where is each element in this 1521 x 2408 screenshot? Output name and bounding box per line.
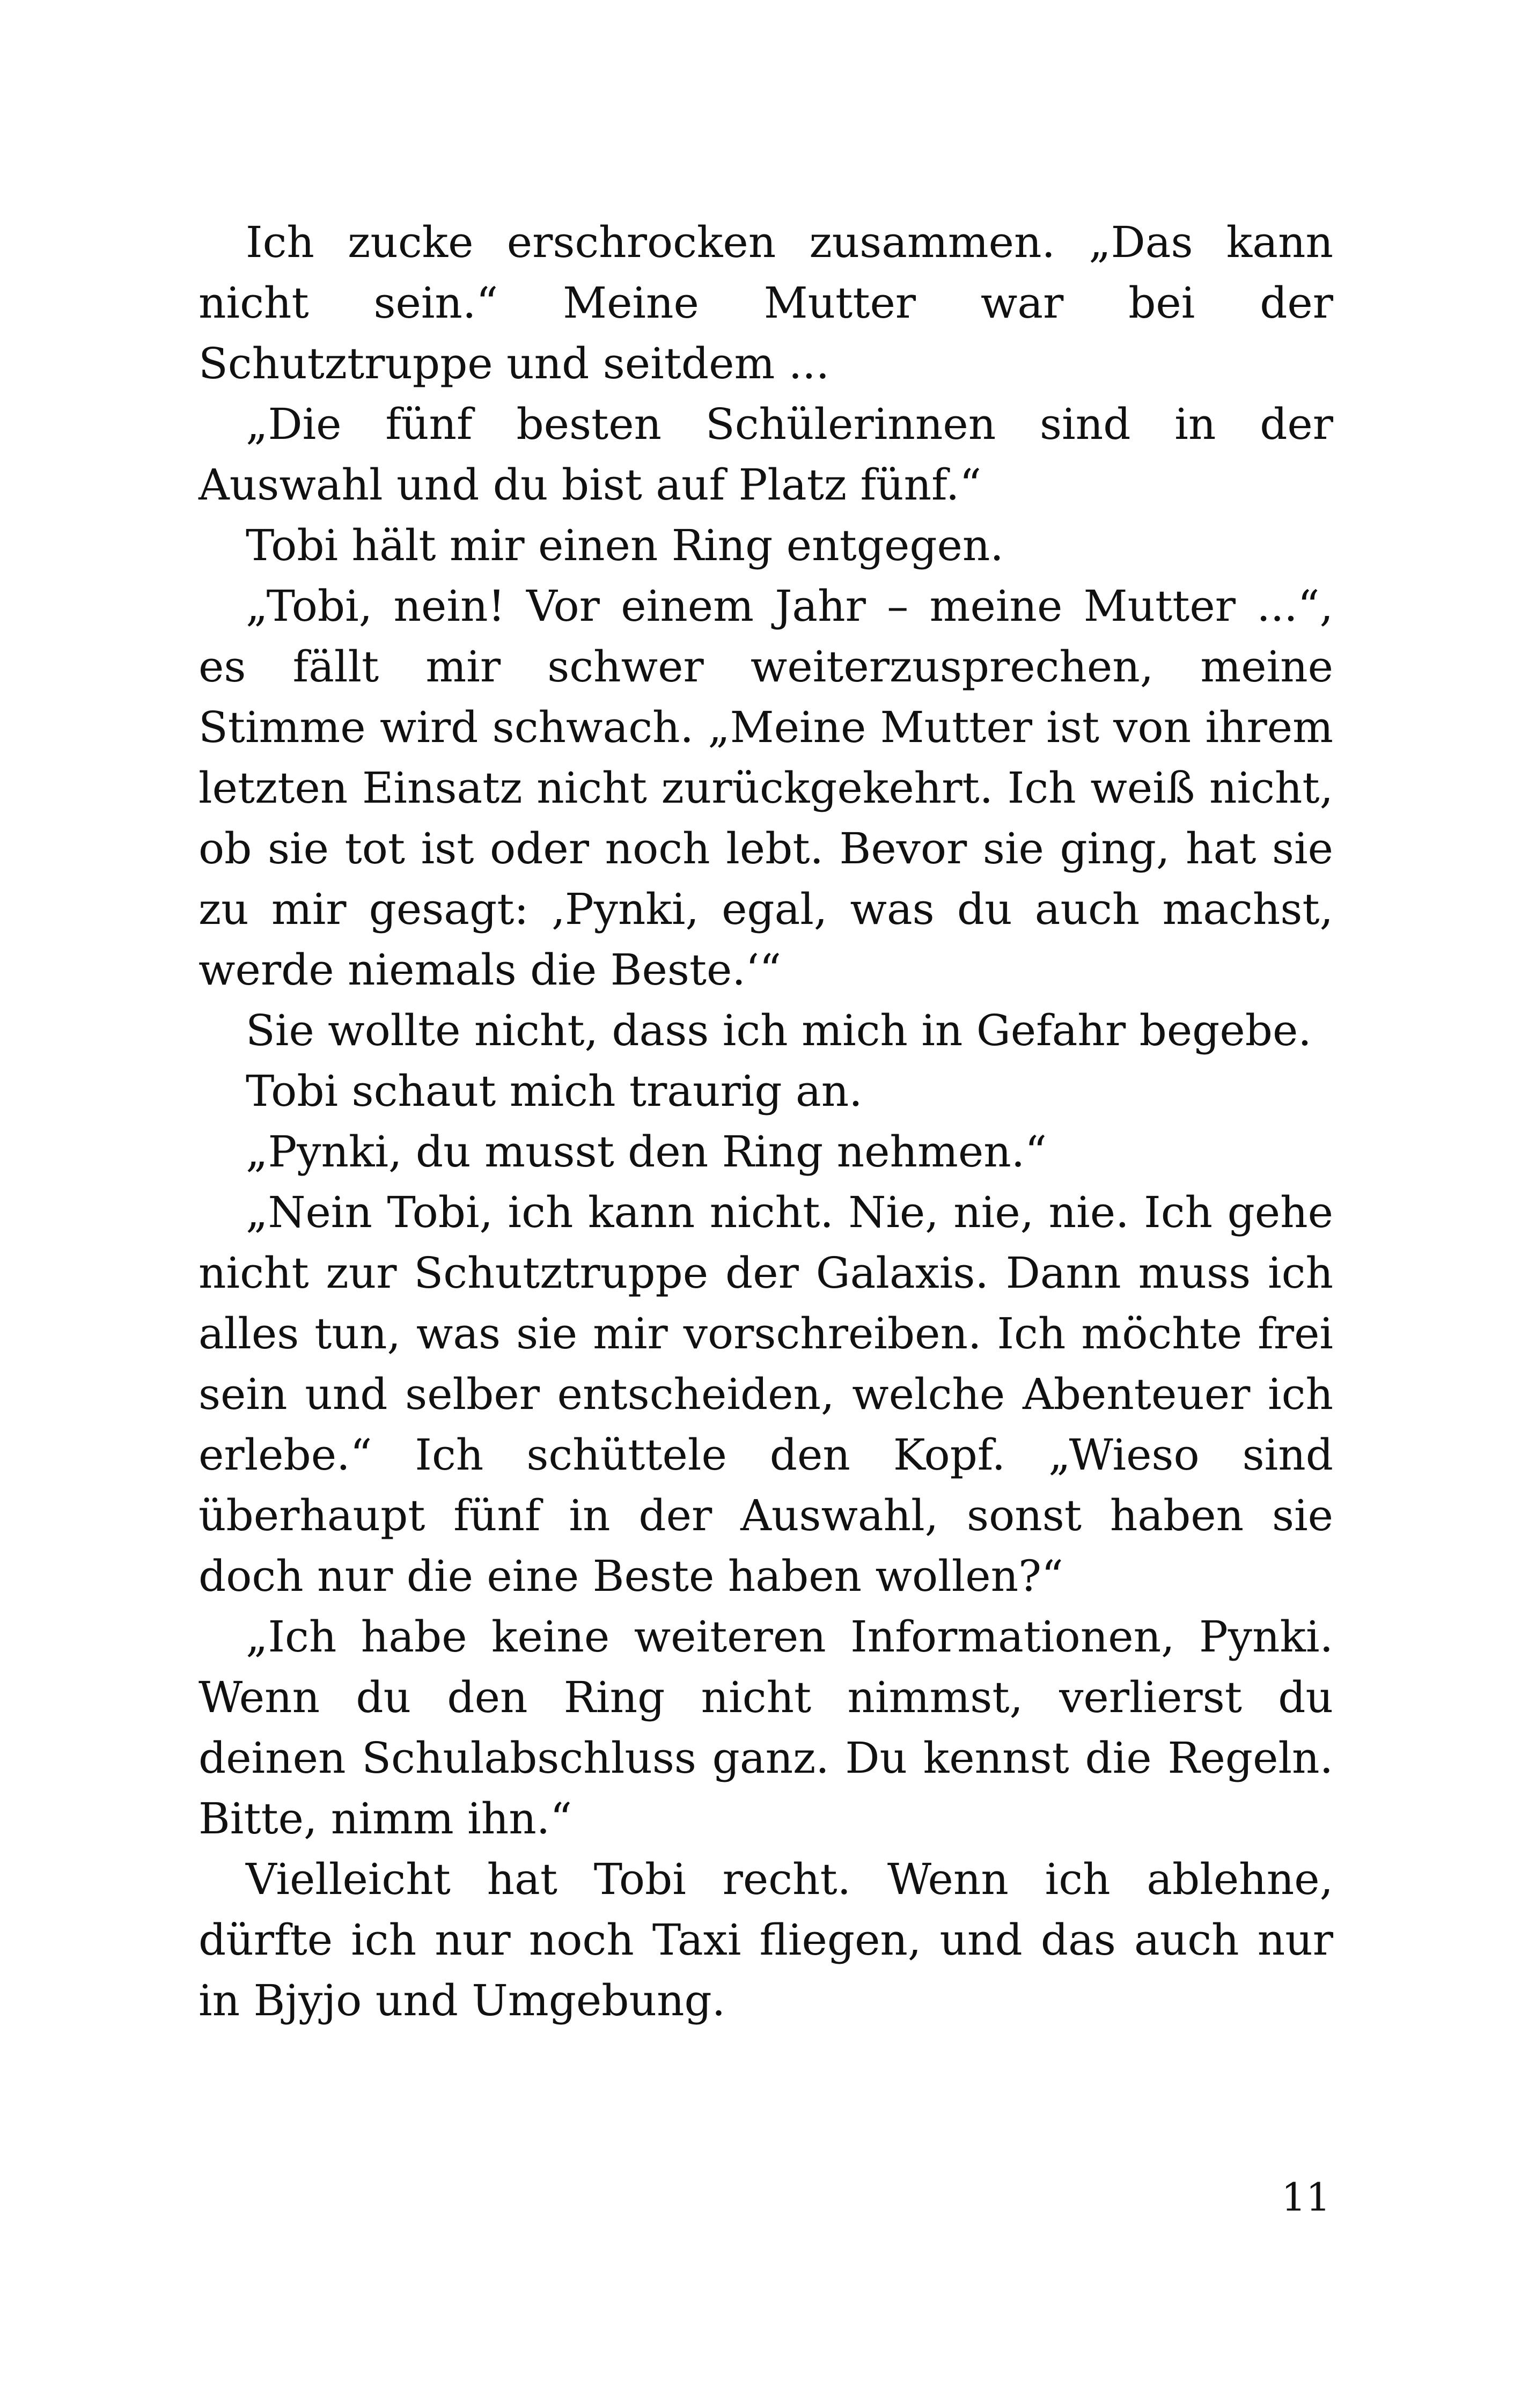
paragraph: „Tobi, nein! Vor einem Jahr – meine Mutter ...“, es fällt mir schwer weiterzusprechen, meine Stimme wird schwach. „Meine Mutter ist von ihrem letzten Einsatz nicht zurückgekehrt. Ich weiß nicht, ob sie tot ist oder noch lebt. Bevor sie ging, hat sie zu mir gesagt: ‚Pynki, egal, was du auch machst, werde niemals die Beste.‘“	[199, 581, 1333, 995]
paragraph: „Die fünf besten Schülerinnen sind in der Auswahl und du bist auf Platz fünf.“	[199, 399, 1333, 510]
paragraph: Sie wollte nicht, dass ich mich in Gefahr begebe.	[246, 1005, 1312, 1055]
paragraph: Ich zucke erschrocken zusammen. „Das kann nicht sein.“ Meine Mutter war bei der Schutztruppe und seitdem ...	[199, 217, 1333, 388]
paragraph: Tobi hält mir einen Ring entgegen.	[246, 520, 1004, 570]
paragraph: „Pynki, du musst den Ring nehmen.“	[246, 1127, 1047, 1177]
body-text	[199, 212, 1333, 2031]
paragraph: „Nein Tobi, ich kann nicht. Nie, nie, nie. Ich gehe nicht zur Schutztruppe der Galaxis. Dann muss ich alles tun, was sie mir vorschreiben. Ich möchte frei sein und selber entscheiden, welche Abenteuer ich erlebe.“ Ich schüttele den Kopf. „Wieso sind überhaupt fünf in der Auswahl, sonst haben sie doch nur die eine Beste haben wollen?“	[199, 1187, 1333, 1601]
paragraph: „Ich habe keine weiteren Informationen, Pynki. Wenn du den Ring nicht nimmst, verlierst du deinen Schulabschluss ganz. Du kennst die Regeln. Bitte, nimm ihn.“	[199, 1612, 1333, 1844]
paragraph: Tobi schaut mich traurig an.	[246, 1066, 863, 1116]
page-number: 11	[1281, 2175, 1331, 2220]
paragraph: Vielleicht hat Tobi recht. Wenn ich ablehne, dürfte ich nur noch Taxi fliegen, und das auch nur in Bjyjo und Umgebung.	[199, 1854, 1333, 2025]
